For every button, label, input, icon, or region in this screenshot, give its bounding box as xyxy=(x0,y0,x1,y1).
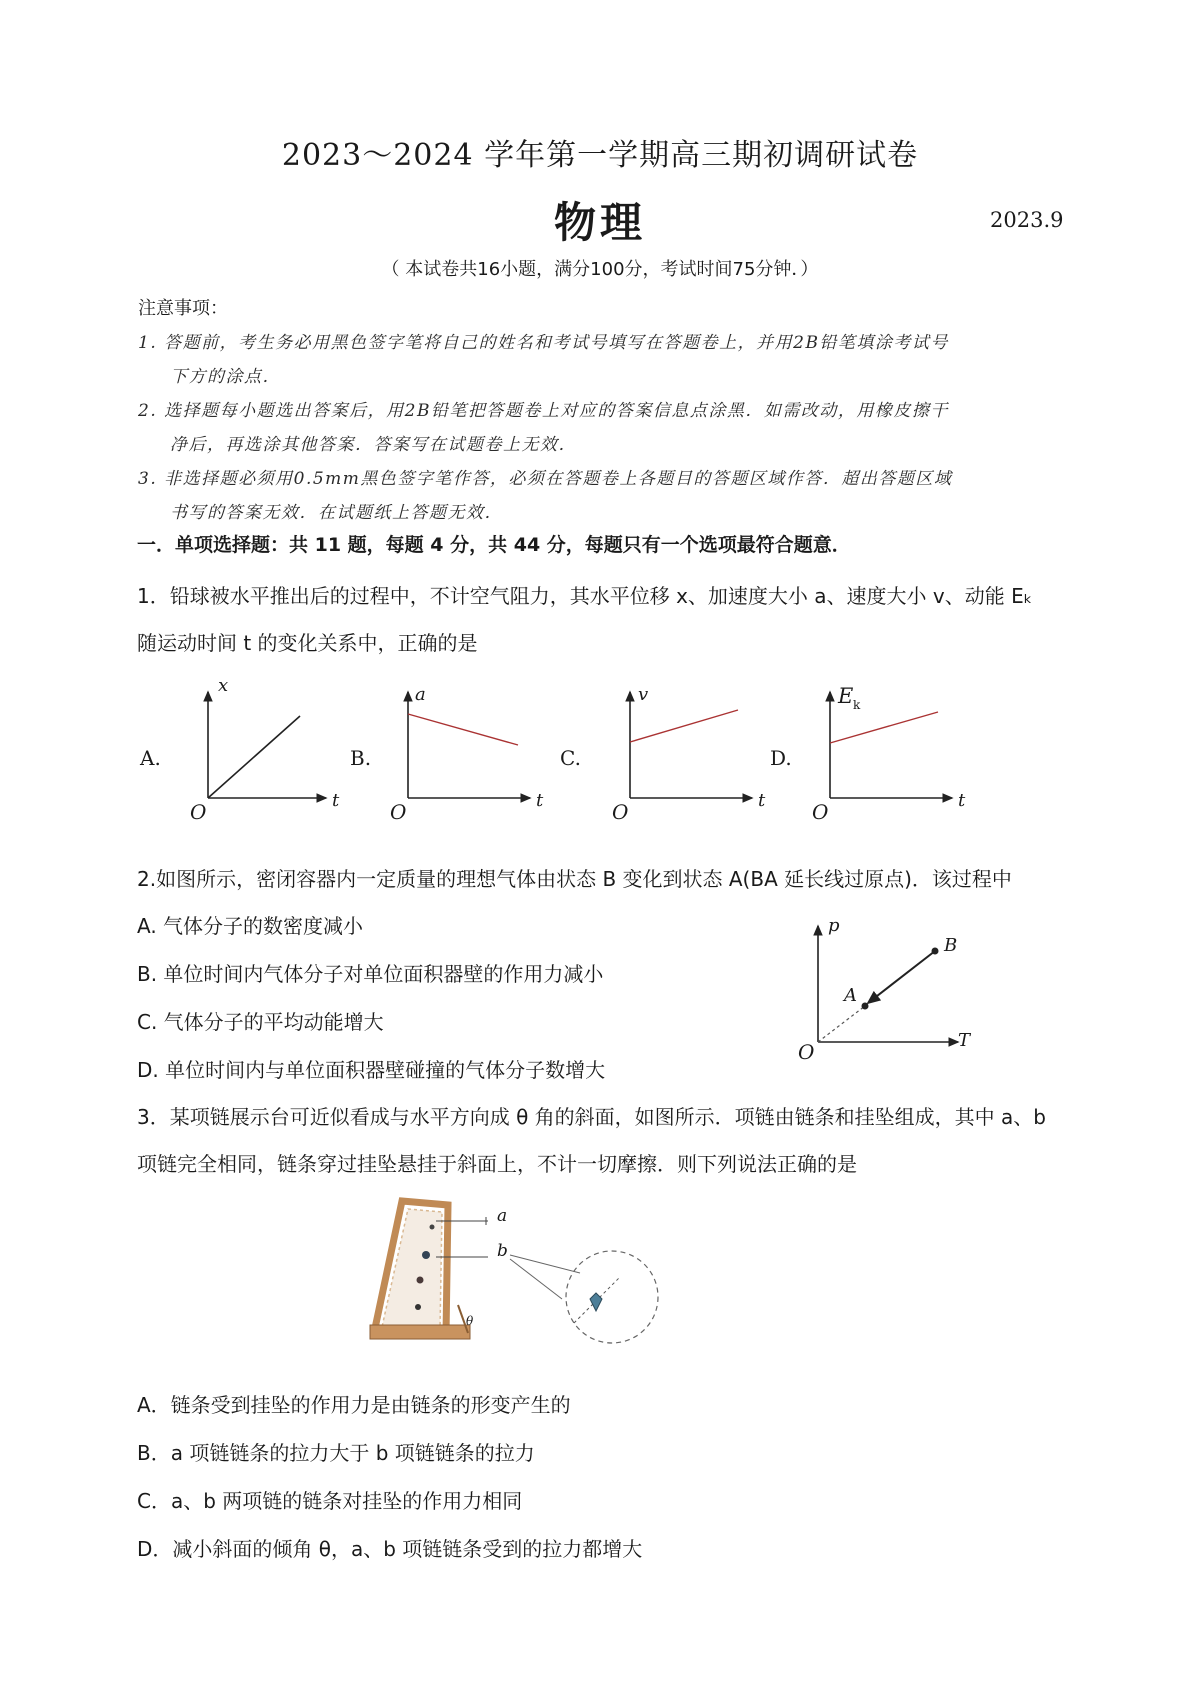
q1-stem-line2: 随运动时间 t 的变化关系中，正确的是 xyxy=(137,631,478,655)
notice-line: 2. 选择题每小题选出答案后，用2B铅笔把答题卷上对应的答案信息点涂黑．如需改动，用橡皮擦干 xyxy=(138,401,949,421)
graph-b-origin: O xyxy=(390,800,407,824)
stand-frame xyxy=(370,1201,470,1339)
notice-line: 1. 答题前，考生务必用黑色签字笔将自己的姓名和考试号填写在答题卷上，并用2B铅笔填涂考试号 xyxy=(138,333,949,353)
q3-option-c: C．a、b 两项链的链条对挂坠的作用力相同 xyxy=(137,1489,523,1513)
q1-graphs xyxy=(0,0,1200,840)
notice-line: 下方的涂点． xyxy=(170,367,281,387)
q2-p-label: p xyxy=(828,915,840,936)
q1-stem-line1: 1．铅球被水平推出后的过程中，不计空气阻力，其水平位移 x、加速度大小 a、速度大小 v、动能 Eₖ xyxy=(137,584,1033,608)
point-a xyxy=(862,1003,869,1010)
graph-b-line xyxy=(408,714,518,745)
graph-d-y-sub: k xyxy=(853,698,861,712)
graph-d-y-label: E xyxy=(838,684,854,708)
exam-date: 2023.9 xyxy=(990,208,1064,232)
q2-point-a-label: A xyxy=(844,985,857,1006)
subject-title: 物理 xyxy=(553,198,646,247)
notice-heading: 注意事项： xyxy=(138,298,228,319)
q3-option-b: B．a 项链链条的拉力大于 b 项链链条的拉力 xyxy=(137,1441,535,1465)
graph-c xyxy=(630,692,752,798)
graph-c-origin: O xyxy=(612,800,629,824)
q1-option-d-label: D. xyxy=(770,746,792,770)
q1-option-b-label: B. xyxy=(350,746,372,770)
q2-t-label: T xyxy=(958,1030,971,1051)
q3-label-b: b xyxy=(497,1241,508,1261)
q2-option-d: D. 单位时间内与单位面积器壁碰撞的气体分子数增大 xyxy=(137,1058,606,1082)
q3-option-d: D．减小斜面的倾角 θ，a、b 项链链条受到的拉力都增大 xyxy=(137,1537,643,1561)
q2-origin: O xyxy=(798,1040,815,1064)
q3-label-a: a xyxy=(497,1206,508,1226)
graph-b-x-label: t xyxy=(536,790,544,811)
pendant-closeup xyxy=(590,1293,602,1311)
q2-point-b-label: B xyxy=(944,935,958,956)
graph-c-line xyxy=(630,710,738,742)
graph-d-line xyxy=(830,712,938,743)
magnified-view xyxy=(566,1251,658,1343)
q3-stem-line2: 项链完全相同，链条穿过挂坠悬挂于斜面上，不计一切摩擦．则下列说法正确的是 xyxy=(137,1152,857,1176)
q2-option-b: B. 单位时间内气体分子对单位面积器壁的作用力减小 xyxy=(137,962,604,986)
notice-line: 书写的答案无效．在试题纸上答题无效． xyxy=(170,503,503,523)
graph-a-y-label: x xyxy=(218,675,229,696)
graph-a-origin: O xyxy=(190,800,207,824)
graph-c-x-label: t xyxy=(758,790,766,811)
q2-option-c: C. 气体分子的平均动能增大 xyxy=(137,1010,384,1034)
q2-stem: 2.如图所示，密闭容器内一定质量的理想气体由状态 B 变化到状态 A(BA 延长线过原点)．该过程中 xyxy=(137,867,1012,891)
extension-dashed-line xyxy=(818,1006,865,1042)
q3-option-a: A．链条受到挂坠的作用力是由链条的形变产生的 xyxy=(137,1393,571,1417)
q3-label-theta: θ xyxy=(466,1314,474,1328)
graph-b xyxy=(408,692,530,798)
graph-a xyxy=(208,692,326,798)
graph-d-x-label: t xyxy=(958,790,966,811)
exam-title: 2023～2024 学年第一学期高三期初调研试卷 xyxy=(281,138,919,173)
graph-d-origin: O xyxy=(812,800,829,824)
point-b xyxy=(932,948,939,955)
q2-option-a: A. 气体分子的数密度减小 xyxy=(137,914,364,938)
q1-option-a-label: A. xyxy=(140,746,161,770)
process-arrow xyxy=(868,951,935,1003)
q3-necklace-stand-figure xyxy=(360,1195,690,1355)
notice-line: 净后，再选涂其他答案．答案写在试题卷上无效． xyxy=(170,435,577,455)
graph-b-y-label: a xyxy=(415,684,426,705)
exam-info: （ 本试卷共16小题，满分100分，考试时间75分钟．） xyxy=(381,259,819,280)
graph-a-line xyxy=(208,716,300,798)
notice-line: 3. 非选择题必须用0.5mm黑色签字笔作答，必须在答题卷上各题目的答题区域作答．超出答题区域 xyxy=(138,469,953,489)
q3-stem-line1: 3．某项链展示台可近似看成与水平方向成 θ 角的斜面，如图所示．项链由链条和挂坠组成，其中 a、b xyxy=(137,1105,1046,1129)
graph-c-y-label: v xyxy=(638,684,649,705)
section-heading: 一．单项选择题：共 11 题，每题 4 分，共 44 分，每题只有一个选项最符合题意． xyxy=(137,534,851,556)
graph-a-x-label: t xyxy=(332,790,340,811)
q1-option-c-label: C. xyxy=(560,746,581,770)
